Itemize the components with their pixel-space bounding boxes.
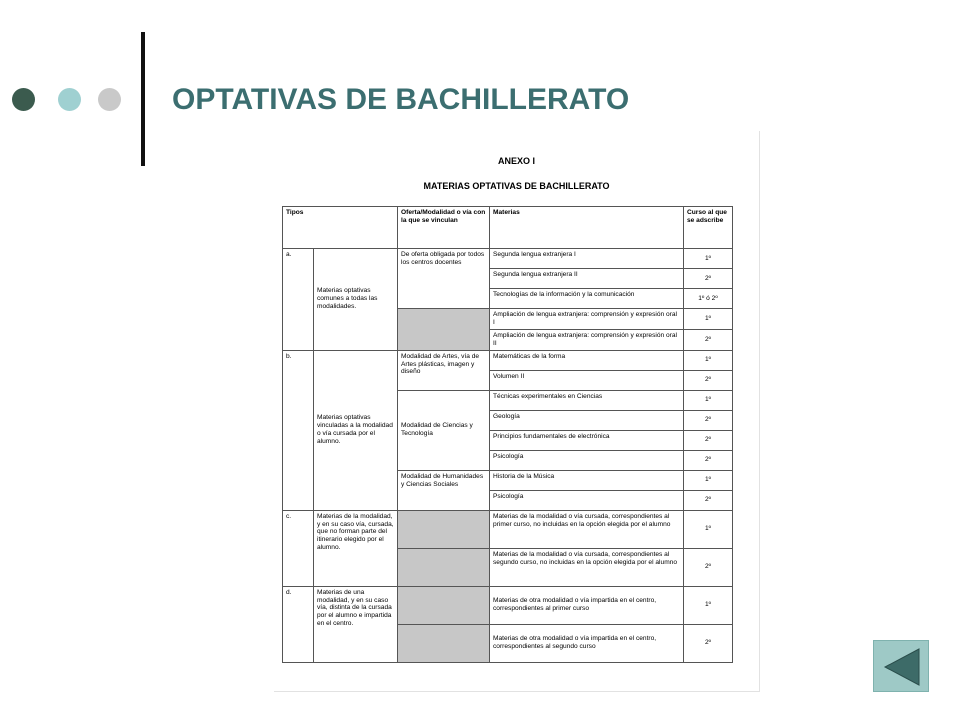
group-d-letter: d. bbox=[283, 586, 314, 662]
materia-cell: Historia de la Música bbox=[490, 470, 684, 490]
dot-gray-icon bbox=[98, 88, 121, 111]
header-tipos: Tipos bbox=[283, 207, 398, 249]
curso-cell: 1º bbox=[684, 350, 733, 370]
group-c-letter: c. bbox=[283, 510, 314, 586]
optativas-table bbox=[282, 206, 733, 663]
title-divider bbox=[141, 32, 145, 166]
curso-cell: 1º bbox=[684, 249, 733, 269]
materia-cell: Principios fundamentales de electrónica bbox=[490, 430, 684, 450]
materia-cell: Geología bbox=[490, 410, 684, 430]
curso-cell: 2º bbox=[684, 410, 733, 430]
curso-cell: 2º bbox=[684, 269, 733, 289]
curso-cell: 1º bbox=[684, 309, 733, 330]
table-row bbox=[283, 510, 733, 548]
curso-cell: 2º bbox=[684, 490, 733, 510]
group-b-tipo: Materias optativas vinculadas a la modalidad o vía cursada por el alumno. bbox=[314, 350, 398, 510]
slide-title: OPTATIVAS DE BACHILLERATO bbox=[172, 83, 630, 116]
group-c-tipo: Materias de la modalidad, y en su caso vía, cursada, que no forman parte del itinerario elegido por el alumno. bbox=[314, 510, 398, 586]
gray-empty-cell bbox=[398, 309, 490, 351]
group-b-oferta-ciencias: Modalidad de Ciencias y Tecnología bbox=[398, 390, 490, 470]
curso-cell: 1º ó 2º bbox=[684, 289, 733, 309]
materia-cell: Psicología bbox=[490, 450, 684, 470]
header-oferta: Oferta/Modalidad o vía con la que se vinculan bbox=[398, 207, 490, 249]
materia-cell: Materias de otra modalidad o vía impartida en el centro, correspondientes al segundo curso bbox=[490, 624, 684, 662]
group-b-oferta-artes: Modalidad de Artes, vía de Artes plásticas, imagen y diseño bbox=[398, 350, 490, 390]
document-image bbox=[274, 131, 760, 692]
gray-empty-cell bbox=[398, 624, 490, 662]
table-row bbox=[283, 586, 733, 624]
group-b-oferta-humanidades: Modalidad de Humanidades y Ciencias Sociales bbox=[398, 470, 490, 510]
table-row bbox=[283, 350, 733, 370]
group-a-letter: a. bbox=[283, 249, 314, 351]
curso-cell: 2º bbox=[684, 370, 733, 390]
group-b-letter: b. bbox=[283, 350, 314, 510]
materia-cell: Segunda lengua extranjera I bbox=[490, 249, 684, 269]
table-row bbox=[283, 249, 733, 269]
document-subheading: MATERIAS OPTATIVAS DE BACHILLERATO bbox=[423, 181, 610, 191]
curso-cell: 2º bbox=[684, 329, 733, 350]
back-triangle-icon bbox=[881, 647, 923, 687]
materia-cell: Materias de la modalidad o vía cursada, correspondientes al segundo curso, no incluidas en la opción elegida por el alumno bbox=[490, 548, 684, 586]
materia-cell: Ampliación de lengua extranjera: comprensión y expresión oral II bbox=[490, 329, 684, 350]
curso-cell: 2º bbox=[684, 624, 733, 662]
gray-empty-cell bbox=[398, 548, 490, 586]
materia-cell: Materias de la modalidad o vía cursada, correspondientes al primer curso, no incluidas en la opción elegida por el alumno bbox=[490, 510, 684, 548]
materia-cell: Tecnologías de la información y la comunicación bbox=[490, 289, 684, 309]
materia-cell: Técnicas experimentales en Ciencias bbox=[490, 390, 684, 410]
materia-cell: Psicología bbox=[490, 490, 684, 510]
curso-cell: 2º bbox=[684, 430, 733, 450]
materia-cell: Segunda lengua extranjera II bbox=[490, 269, 684, 289]
materia-cell: Volumen II bbox=[490, 370, 684, 390]
curso-cell: 2º bbox=[684, 450, 733, 470]
dot-dark-icon bbox=[12, 88, 35, 111]
curso-cell: 1º bbox=[684, 390, 733, 410]
header-materias: Materias bbox=[490, 207, 684, 249]
curso-cell: 1º bbox=[684, 470, 733, 490]
gray-empty-cell bbox=[398, 510, 490, 548]
curso-cell: 1º bbox=[684, 510, 733, 548]
materia-cell: Materias de otra modalidad o vía impartida en el centro, correspondientes al primer curso bbox=[490, 586, 684, 624]
group-a-tipo: Materias optativas comunes a todas las modalidades. bbox=[314, 249, 398, 351]
dot-teal-icon bbox=[58, 88, 81, 111]
materia-cell: Ampliación de lengua extranjera: comprensión y expresión oral I bbox=[490, 309, 684, 330]
group-d-tipo: Materias de una modalidad, y en su caso vía, distinta de la cursada por el alumno e impartida en el centro. bbox=[314, 586, 398, 662]
table-header-row bbox=[283, 207, 733, 249]
curso-cell: 1º bbox=[684, 586, 733, 624]
document-heading: ANEXO I bbox=[497, 156, 535, 166]
materia-cell: Matemáticas de la forma bbox=[490, 350, 684, 370]
back-button[interactable] bbox=[873, 640, 929, 692]
header-curso: Curso al que se adscribe bbox=[684, 207, 733, 249]
curso-cell: 2º bbox=[684, 548, 733, 586]
gray-empty-cell bbox=[398, 586, 490, 624]
group-a-oferta: De oferta obligada por todos los centros docentes bbox=[398, 249, 490, 309]
